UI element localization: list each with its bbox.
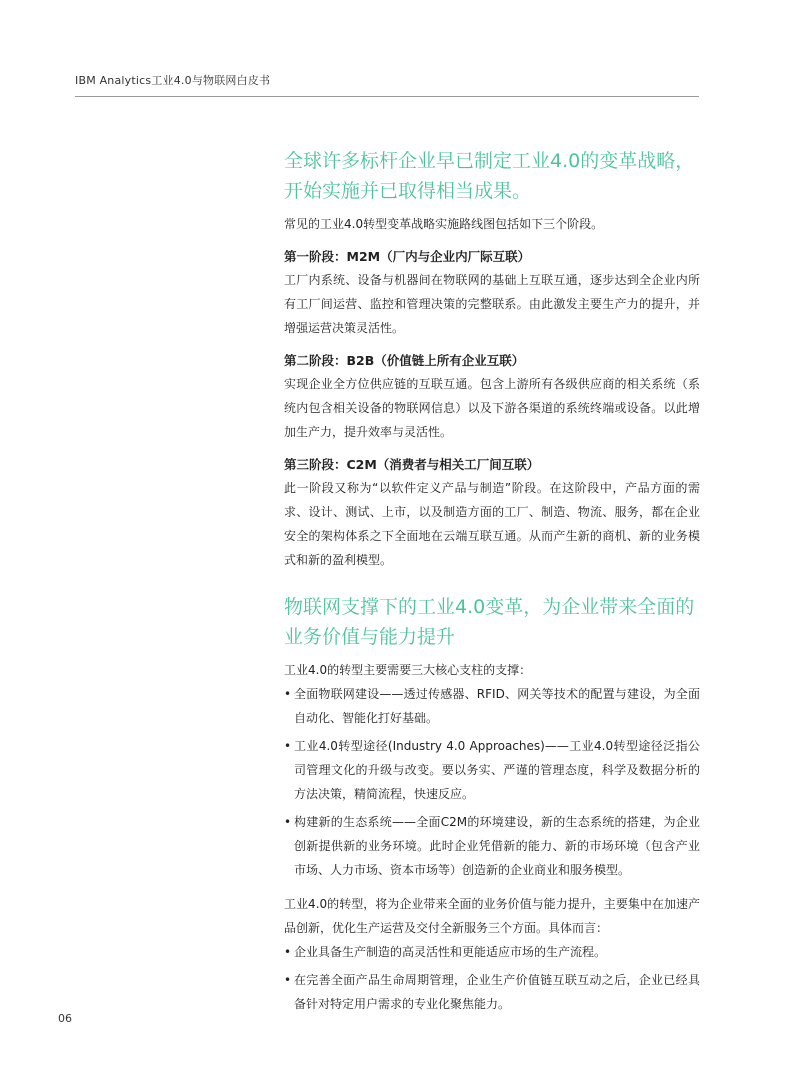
section2-intro: 工业4.0的转型主要需要三大核心支柱的支撑：: [284, 663, 532, 677]
bullet-icon: •: [284, 687, 292, 701]
benefits-list: [284, 940, 700, 1016]
section2-heading-line1: 物联网支撑下的工业4.0变革，为企业带来全面的: [284, 596, 695, 618]
list-item: [284, 810, 700, 882]
pillar-text: 全面物联网建设——透过传感器、RFID、网关等技术的配置与建设，为全面自动化、智能化打好基础。: [294, 687, 700, 725]
stage1-title: 第一阶段：M2M（厂内与企业内厂际互联）: [284, 249, 531, 264]
document-title: IBM Analytics工业4.0与物联网白皮书: [75, 74, 271, 87]
section2-heading: [284, 592, 700, 652]
pillar-text: 构建新的生态系统——全面C2M的环境建设，新的生态系统的搭建，为企业创新提供新的业务环境。此时企业凭借新的能力、新的市场环境（包含产业市场、人力市场、资本市场等）创造新的企业商业和服务模型。: [294, 815, 700, 877]
section2-heading-line2: 业务价值与能力提升: [284, 626, 456, 648]
bullet-icon: •: [284, 945, 292, 959]
list-item: [284, 940, 700, 964]
list-item: [284, 968, 700, 1016]
stage2-body: 实现企业全方位供应链的互联互通。包含上游所有各级供应商的相关系统（系统内包含相关设备的物联网信息）以及下游各渠道的系统终端或设备。以此增加生产力，提升效率与灵活性。: [284, 377, 700, 439]
page-number: 06: [58, 1012, 72, 1025]
bullet-icon: •: [284, 973, 292, 987]
list-item: [284, 682, 700, 730]
stage2-title: 第二阶段：B2B（价值链上所有企业互联）: [284, 353, 525, 368]
benefit-text: 在完善全面产品生命周期管理，企业生产价值链互联互动之后，企业已经具备针对特定用户需求的专业化聚焦能力。: [294, 973, 700, 1011]
benefit-text: 企业具备生产制造的高灵活性和更能适应市场的生产流程。: [294, 945, 607, 959]
section2-summary: 工业4.0的转型，将为企业带来全面的业务价值与能力提升，主要集中在加速产品创新，优化生产运营及交付全新服务三个方面。具体而言：: [284, 897, 700, 935]
bullet-icon: •: [284, 815, 292, 829]
main-content: [284, 146, 700, 1020]
stage3-body: 此一阶段又称为“以软件定义产品与制造”阶段。在这阶段中，产品方面的需求、设计、测试、上市，以及制造方面的工厂、制造、物流、服务，都在企业安全的架构体系之下全面地在云端互联互通。从而产生新的商机、新的业务模式和新的盈利模型。: [284, 481, 700, 567]
pillar-text: 工业4.0转型途径(Industry 4.0 Approaches)——工业4.0转型途径泛指公司管理文化的升级与改变。要以务实、严谨的管理态度，科学及数据分析的方法决策，精简流程，快速反应。: [294, 739, 700, 801]
stage1-body: 工厂内系统、设备与机器间在物联网的基础上互联互通，逐步达到全企业内所有工厂间运营、监控和管理决策的完整联系。由此激发主要生产力的提升，并增强运营决策灵活性。: [284, 273, 700, 335]
header-divider: [75, 96, 699, 97]
section1-intro: 常见的工业4.0转型变革战略实施路线图包括如下三个阶段。: [284, 217, 604, 231]
pillars-list: [284, 682, 700, 882]
section1-heading: [284, 146, 700, 206]
section1-heading-line2: 开始实施并已取得相当成果。: [284, 180, 532, 202]
section1-heading-line1: 全球许多标杆企业早已制定工业4.0的变革战略，: [284, 150, 695, 172]
list-item: [284, 734, 700, 806]
stage3-title: 第三阶段：C2M（消费者与相关工厂间互联）: [284, 457, 540, 472]
bullet-icon: •: [284, 739, 292, 753]
